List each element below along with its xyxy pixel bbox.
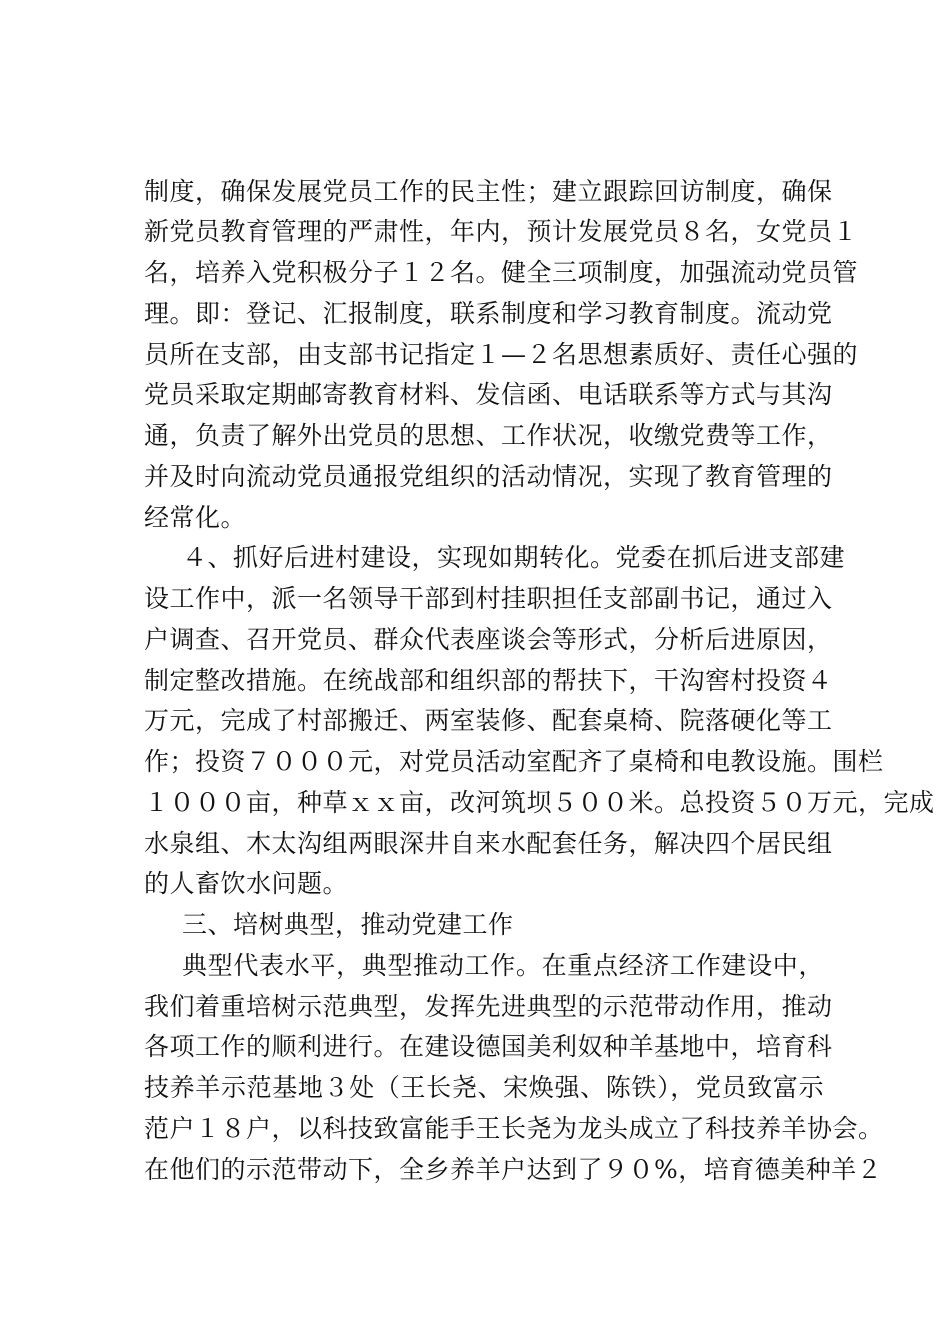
- text-line-21: 我们着重培树示范典型，发挥先进典型的示范带动作用，推动: [144, 992, 833, 1021]
- text-line-7: 通，负责了解外出党员的思想、工作状况，收缴党费等工作，: [144, 421, 833, 450]
- text-line-8: 并及时向流动党员通报党组织的活动情况，实现了教育管理的: [144, 462, 833, 491]
- text-line-9: 经常化。: [144, 503, 247, 532]
- text-line-2: 新党员教育管理的严肃性，年内，预计发展党员８名，女党员１: [144, 217, 859, 246]
- text-line-23: 技养羊示范基地３处（王长尧、宋焕强、陈铁），党员致富示: [144, 1073, 824, 1102]
- text-line-17: 水泉组、木太沟组两眼深井自来水配套任务，解决四个居民组: [144, 829, 833, 858]
- text-line-18: 的人畜饮水问题。: [144, 869, 349, 898]
- section-heading-3: 三、培树典型，推动党建工作: [182, 910, 514, 939]
- text-line-10: ４、抓好后进村建设，实现如期转化。党委在抓后进支部建: [182, 543, 846, 572]
- text-line-11: 设工作中，派一名领导干部到村挂职担任支部副书记，通过入: [144, 584, 833, 613]
- text-line-24: 范户１８户，以科技致富能手王长尧为龙头成立了科技养羊协会。: [144, 1114, 884, 1143]
- text-line-15: 作；投资７０００元，对党员活动室配齐了桌椅和电教设施。围栏: [144, 747, 884, 776]
- text-line-13: 制定整改措施。在统战部和组织部的帮扶下，干沟窖村投资４: [144, 666, 833, 695]
- text-line-1: 制度，确保发展党员工作的民主性；建立跟踪回访制度，确保: [144, 177, 833, 206]
- text-line-3: 名，培养入党积极分子１２名。健全三项制度，加强流动党员管: [144, 258, 859, 287]
- text-line-14: 万元，完成了村部搬迁、两室装修、配套桌椅、院落硬化等工: [144, 706, 833, 735]
- text-line-4: 理。即：登记、汇报制度，联系制度和学习教育制度。流动党: [144, 299, 833, 328]
- text-line-22: 各项工作的顺利进行。在建设德国美利奴种羊基地中，培育科: [144, 1032, 833, 1061]
- text-line-5: 员所在支部，由支部书记指定１—２名思想素质好、责任心强的: [144, 340, 859, 369]
- text-line-25: 在他们的示范带动下，全乡养羊户达到了９０%，培育德美种羊２: [144, 1155, 883, 1184]
- text-line-6: 党员采取定期邮寄教育材料、发信函、电话联系等方式与其沟: [144, 380, 833, 409]
- text-line-12: 户调查、召开党员、群众代表座谈会等形式，分析后进原因，: [144, 625, 833, 654]
- text-line-16: １０００亩，种草ｘｘ亩，改河筑坝５００米。总投资５０万元，完成: [144, 788, 935, 817]
- text-line-20: 典型代表水平，典型推动工作。在重点经济工作建设中，: [182, 951, 824, 980]
